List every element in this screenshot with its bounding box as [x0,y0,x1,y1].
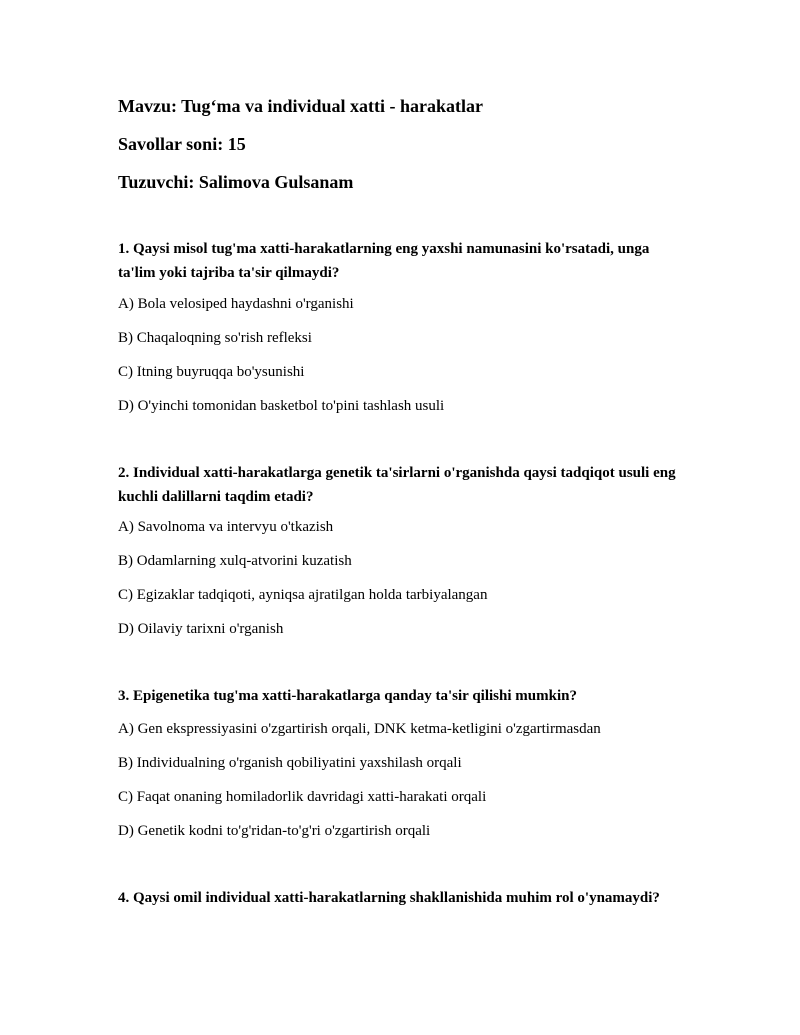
question-3-option-d: D) Genetik kodni to'g'ridan-to'g'ri o'zgartirish orqali [118,823,431,839]
question-4-text: 4. Qaysi omil individual xatti-harakatlarning shakllanishida muhim rol o'ynamaydi? [118,890,660,906]
question-1-option-a: A) Bola velosiped haydashni o'rganishi [118,296,354,312]
topic-heading: Mavzu: Tug‘ma va individual xatti - harakatlar [118,96,484,116]
author-heading: Tuzuvchi: Salimova Gulsanam [118,172,354,192]
question-1-option-b: B) Chaqaloqning so'rish refleksi [118,330,312,346]
question-1-option-c: C) Itning buyruqqa bo'ysunishi [118,364,305,380]
question-2-text: 2. Individual xatti-harakatlarga genetik ta'sirlarni o'rganishda qaysi tadqiqot usuli eng kuchli dalillarni taqdim etadi? [118,465,676,505]
question-3-text: 3. Epigenetika tug'ma xatti-harakatlarga qanday ta'sir qilishi mumkin? [118,688,577,704]
question-3-option-c: C) Faqat onaning homiladorlik davridagi xatti-harakati orqali [118,789,487,805]
question-3-option-b: B) Individualning o'rganish qobiliyatini yaxshilash orqali [118,755,462,771]
question-count-heading: Savollar soni: 15 [118,134,246,154]
question-2-option-d: D) Oilaviy tarixni o'rganish [118,621,284,637]
question-2-option-c: C) Egizaklar tadqiqoti, ayniqsa ajratilgan holda tarbiyalangan [118,587,488,603]
question-1-text: 1. Qaysi misol tug'ma xatti-harakatlarning eng yaxshi namunasini ko'rsatadi, unga ta'lim yoki tajriba ta'sir qilmaydi? [118,241,650,281]
question-2-option-b: B) Odamlarning xulq-atvorini kuzatish [118,553,352,569]
question-1-option-d: D) O'yinchi tomonidan basketbol to'pini tashlash usuli [118,398,445,414]
question-3-option-a: A) Gen ekspressiyasini o'zgartirish orqali, DNK ketma-ketligini o'zgartirmasdan [118,721,601,737]
question-2-option-a: A) Savolnoma va intervyu o'tkazish [118,519,334,535]
